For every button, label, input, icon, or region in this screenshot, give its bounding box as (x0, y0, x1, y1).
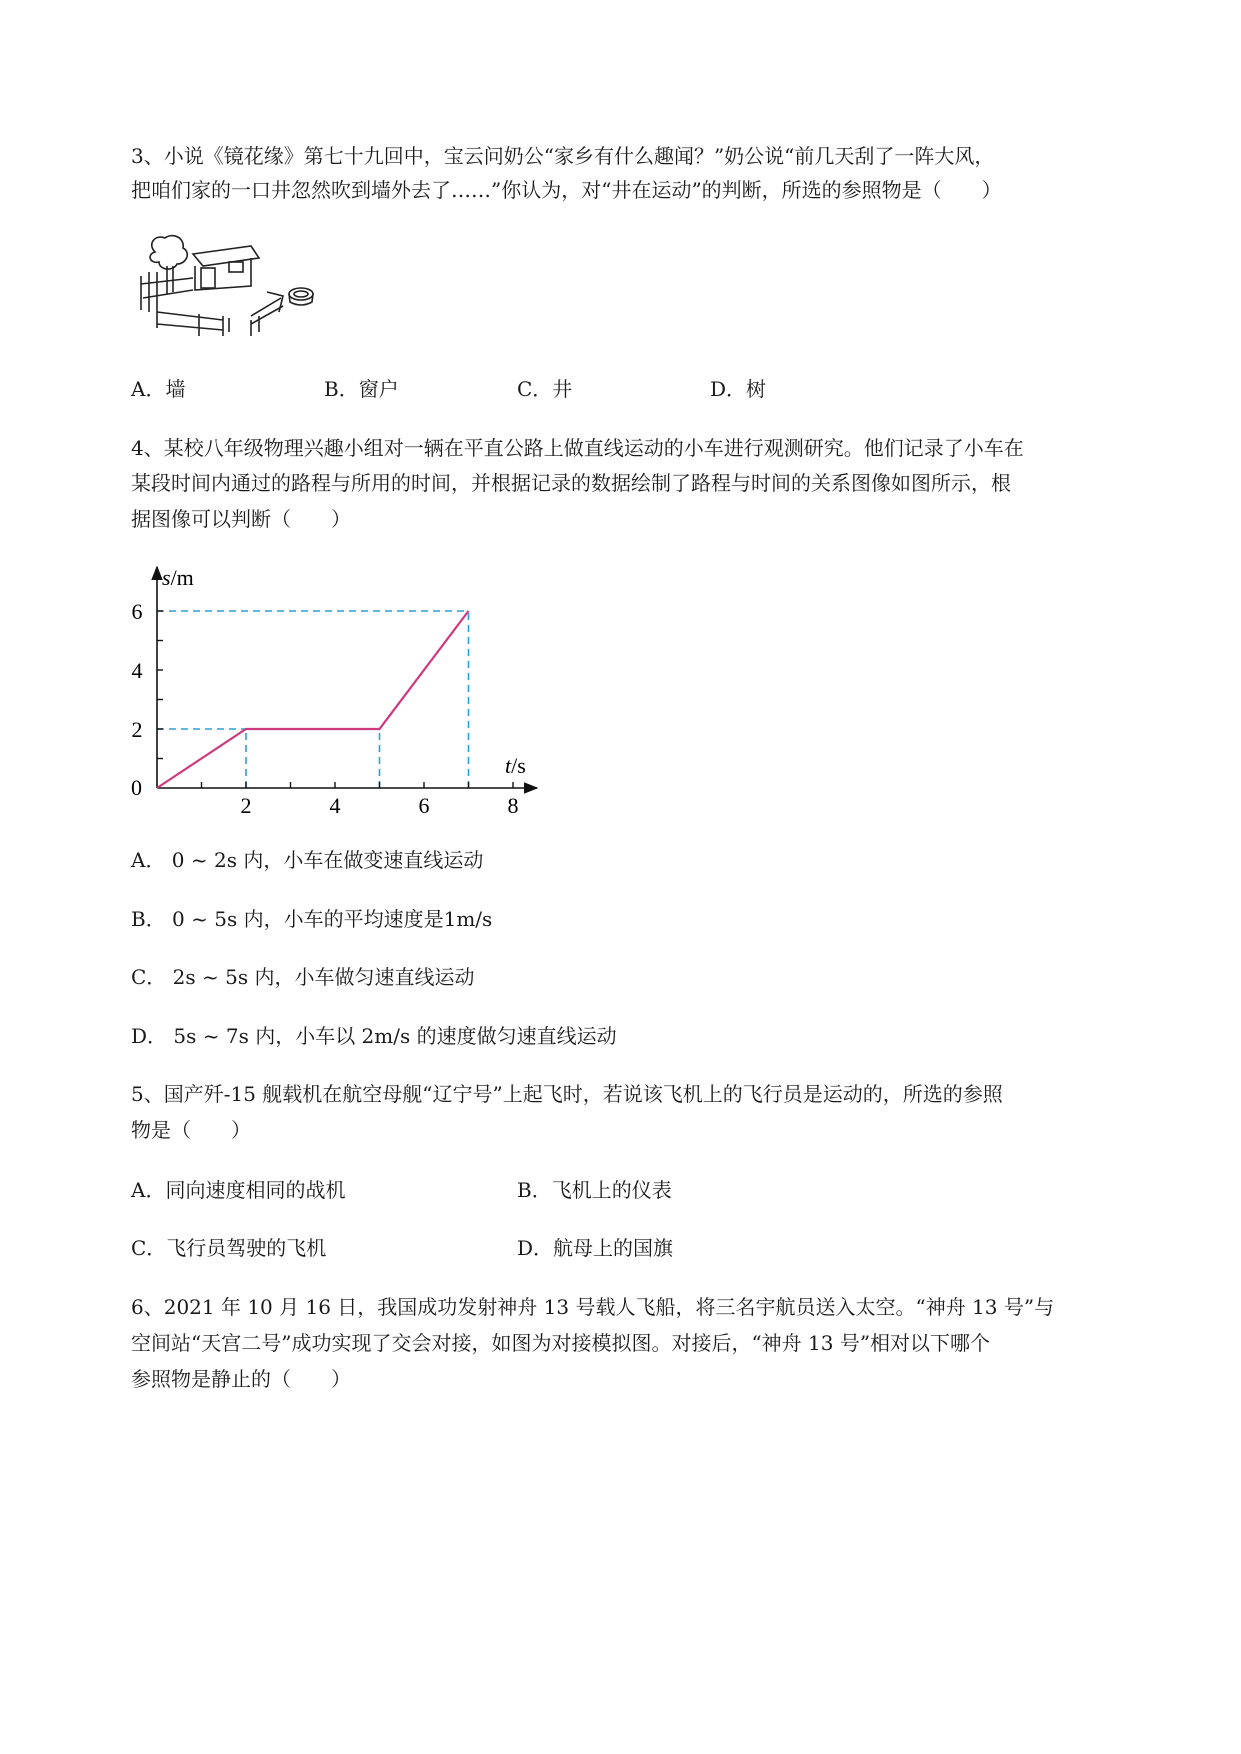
q6-stem-line-3: 参照物是静止的（ ） (131, 1367, 351, 1391)
q4-option-d: D． 5s ~ 7s 内，小车以 2m/s 的速度做匀速直线运动 (131, 1024, 617, 1048)
q6-stem-line-1: 6、2021 年 10 月 16 日，我国成功发射神舟 13 号载人飞船，将三名宇航员送入太空。“神舟 13 号”与 (131, 1295, 1055, 1319)
q3-option-a: A．墙 (131, 377, 186, 401)
q3-stem-line-2: 把咱们家的一口井忽然吹到墙外去了……”你认为，对“井在运动”的判断，所选的参照物是（ ） (131, 178, 1002, 202)
q5-stem-line-2: 物是（ ） (131, 1118, 251, 1142)
y-axis-label-var: s (162, 565, 171, 590)
x-axis-label (505, 753, 526, 778)
distance-time-series-line (157, 611, 469, 788)
y-tick-label: 6 (131, 599, 143, 624)
y-tick-label: 4 (131, 658, 143, 683)
q4-option-c: C． 2s ~ 5s 内，小车做匀速直线运动 (131, 965, 475, 989)
q3-stem-line-1: 3、小说《镜花缘》第七十九回中，宝云问奶公“家乡有什么趣闻？”奶公说“前几天刮了一阵大风， (131, 144, 995, 168)
y-axis-label-unit: /m (170, 565, 194, 590)
x-tick-label: 8 (507, 793, 519, 818)
q4-stem-line-1: 4、某校八年级物理兴趣小组对一辆在平直公路上做直线运动的小车进行观测研究。他们记录了小车在 (131, 436, 1024, 460)
x-tick-label: 6 (418, 793, 430, 818)
q3-option-b: B．窗户 (324, 377, 399, 401)
q5-stem-line-1: 5、国产歼-15 舰载机在航空母舰“辽宁号”上起飞时，若说该飞机上的飞行员是运动的，所选的参照 (131, 1082, 1003, 1106)
origin-label: 0 (131, 775, 142, 800)
q3-option-c: C．井 (517, 377, 573, 401)
q4-option-b: B． 0 ~ 5s 内，小车的平均速度是1m/s (131, 907, 493, 931)
y-tick-label: 2 (131, 717, 143, 742)
q5-option-a: A．同向速度相同的战机 (131, 1178, 346, 1202)
q4-option-a: A． 0 ~ 2s 内，小车在做变速直线运动 (131, 848, 484, 872)
q4-stem-line-2: 某段时间内通过的路程与所用的时间，并根据记录的数据绘制了路程与时间的关系图像如图所示，根 (131, 471, 1011, 495)
q5-option-b: B．飞机上的仪表 (517, 1178, 672, 1202)
x-tick-label: 2 (240, 793, 252, 818)
x-axis-label-var: t (505, 753, 512, 778)
q3-courtyard-illustration (133, 232, 325, 340)
q5-option-d: D．航母上的国旗 (517, 1236, 674, 1260)
x-tick-label: 4 (329, 793, 341, 818)
x-axis-label-unit: /s (511, 753, 526, 778)
q3-option-d: D．树 (710, 377, 767, 401)
q5-option-c: C．飞行员驾驶的飞机 (131, 1236, 327, 1260)
y-axis-label (162, 565, 194, 590)
q4-stem-line-3: 据图像可以判断（ ） (131, 507, 351, 531)
q6-stem-line-2: 空间站“天宫二号”成功实现了交会对接，如图为对接模拟图。对接后，“神舟 13 号”相对以下哪个 (131, 1331, 991, 1355)
q4-distance-time-chart (125, 555, 555, 825)
